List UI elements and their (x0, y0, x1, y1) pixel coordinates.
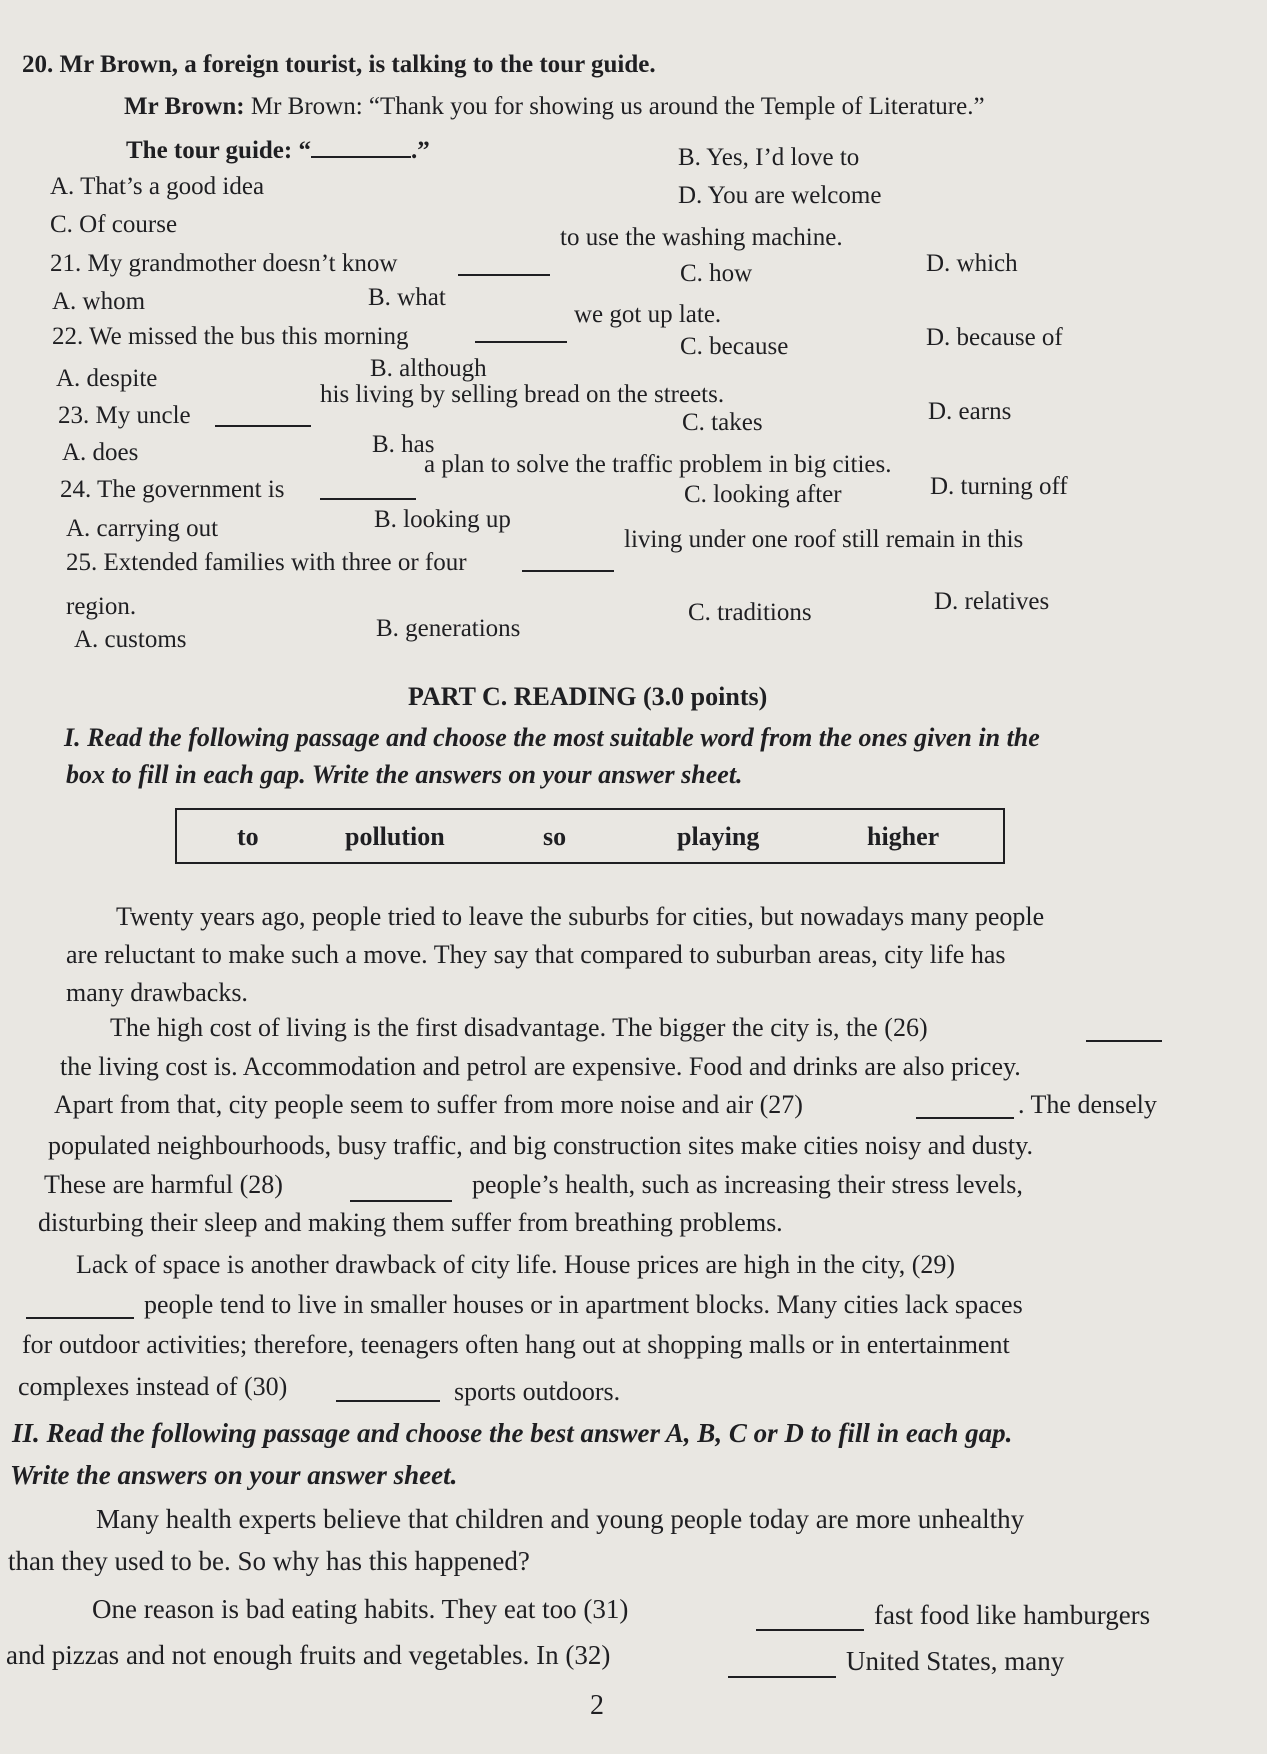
q22-gap (475, 319, 567, 343)
part-c-instruction-1: I. Read the following passage and choose the most suitable word from the ones given in the (64, 723, 1040, 752)
passage2-line-3-start: Apart from that, city people seem to suffer from more noise and air (27) (54, 1090, 803, 1119)
q21-stem-end: to use the washing machine. (560, 224, 843, 251)
q20-option-a: A. That’s a good idea (50, 173, 265, 200)
passage5-line-2-start: and pizzas and not enough fruits and vegetables. In (32) (6, 1640, 611, 1670)
passage5-line-1-start: One reason is bad eating habits. They eat too (31) (92, 1594, 629, 1624)
box-word-higher: higher (867, 822, 940, 851)
q23-option-b: B. has (372, 431, 435, 458)
box-word-playing: playing (677, 822, 760, 851)
q23-option-a: A. does (62, 439, 139, 466)
q25-option-d: D. relatives (934, 588, 1050, 615)
q23-option-d: D. earns (928, 398, 1012, 425)
gap-32 (728, 1654, 836, 1678)
q20-close-quote: .” (410, 137, 430, 164)
q24-option-c: C. looking after (684, 481, 842, 508)
q25-stem-end: living under one roof still remain in this (624, 526, 1024, 553)
passage5-line-1-end: fast food like hamburgers (874, 1600, 1151, 1630)
q23-gap (215, 403, 311, 427)
passage2-line-5-start: These are harmful (28) (44, 1170, 283, 1199)
q24-option-d: D. turning off (930, 473, 1068, 500)
q21-option-b: B. what (368, 284, 446, 311)
q24-stem-end: a plan to solve the traffic problem in big cities. (424, 451, 892, 478)
q25-option-a: A. customs (74, 626, 187, 653)
q21-stem-start: 21. My grandmother doesn’t know (50, 250, 398, 277)
gap-29 (26, 1295, 134, 1319)
page-number: 2 (590, 1690, 604, 1721)
q24-gap (320, 476, 416, 500)
gap-26 (1086, 1018, 1162, 1042)
part-c-instruction-2-cont: Write the answers on your answer sheet. (10, 1460, 458, 1490)
q20-stem: 20. Mr Brown, a foreign tourist, is talking to the tour guide. (22, 51, 656, 78)
part-c-heading: PART C. READING (3.0 points) (408, 682, 768, 711)
q21-gap (458, 252, 550, 276)
box-word-so: so (543, 822, 567, 851)
q24-option-b: B. looking up (374, 506, 511, 533)
q24-option-a: A. carrying out (66, 515, 219, 542)
part-c-instruction-1-cont: box to fill in each gap. Write the answers on your answer sheet. (66, 760, 743, 789)
q22-option-a: A. despite (56, 365, 158, 392)
q25-gap (522, 548, 614, 572)
gap-30 (336, 1378, 440, 1402)
passage4-line-2: than they used to be. So why has this happened? (8, 1546, 530, 1576)
word-box (175, 808, 1005, 864)
passage2-line-5-end: people’s health, such as increasing their stress levels, (472, 1170, 1023, 1199)
passage4-line-1: Many health experts believe that children and young people today are more unhealthy (96, 1504, 1025, 1534)
q23-stem-end: his living by selling bread on the streets. (320, 381, 725, 408)
q22-option-b: B. although (370, 355, 487, 382)
passage2-line-2: the living cost is. Accommodation and petrol are expensive. Food and drinks are also pricey. (60, 1052, 1021, 1081)
q20-speaker: The tour guide: “ (126, 137, 311, 164)
q23-stem-start: 23. My uncle (58, 402, 191, 429)
passage5-line-2-end: United States, many (846, 1646, 1065, 1676)
q20-tour-guide-line (126, 134, 430, 166)
q20-option-d: D. You are welcome (678, 182, 882, 209)
q22-option-c: C. because (680, 333, 789, 360)
passage2-line-6: disturbing their sleep and making them suffer from breathing problems. (38, 1208, 783, 1237)
q25-option-b: B. generations (376, 615, 521, 642)
gap-27 (916, 1095, 1014, 1119)
q20-option-b: B. Yes, I’d love to (678, 144, 860, 171)
gap-31 (756, 1607, 864, 1631)
q24-stem-start: 24. The government is (60, 476, 285, 503)
passage1-line-1: Twenty years ago, people tried to leave the suburbs for cities, but nowadays many people (116, 902, 1045, 931)
passage1-line-2: are reluctant to make such a move. They say that compared to suburban areas, city life has (66, 940, 1006, 969)
part-c-instruction-2: II. Read the following passage and choose the best answer A, B, C or D to fill in each gap. (12, 1418, 1013, 1448)
q20-dialogue-line: Mr Brown: Mr Brown: “Thank you for showing us around the Temple of Literature.” (124, 93, 985, 120)
passage2-line-1: The high cost of living is the first disadvantage. The bigger the city is, the (26) (110, 1013, 928, 1042)
q22-stem-end: we got up late. (574, 301, 722, 328)
passage3-line-4-end: sports outdoors. (454, 1377, 621, 1406)
q25-option-c: C. traditions (688, 599, 812, 626)
passage1-line-3: many drawbacks. (66, 978, 248, 1007)
passage3-line-2: people tend to live in smaller houses or in apartment blocks. Many cities lack spaces (144, 1290, 1023, 1319)
q20-option-c: C. Of course (50, 211, 178, 238)
q23-option-c: C. takes (682, 409, 763, 436)
passage2-line-3-end: . The densely (1018, 1090, 1157, 1119)
passage3-line-4-start: complexes instead of (30) (18, 1372, 288, 1401)
passage2-line-4: populated neighbourhoods, busy traffic, and big construction sites make cities noisy and dusty. (48, 1131, 1033, 1160)
q22-stem-start: 22. We missed the bus this morning (52, 323, 409, 350)
box-word-to: to (237, 822, 259, 851)
q25-stem-start: 25. Extended families with three or four (66, 549, 467, 576)
box-word-pollution: pollution (345, 822, 445, 851)
passage3-line-1: Lack of space is another drawback of city life. House prices are high in the city, (29) (76, 1250, 956, 1279)
q21-option-c: C. how (680, 260, 753, 287)
q25-stem-cont: region. (66, 593, 137, 620)
q22-option-d: D. because of (926, 324, 1063, 351)
q21-option-a: A. whom (52, 288, 146, 315)
q21-option-d: D. which (926, 250, 1018, 277)
gap-28 (350, 1178, 452, 1202)
passage3-line-3: for outdoor activities; therefore, teenagers often hang out at shopping malls or in entertainment (22, 1330, 1010, 1359)
q20-dialogue-text: Mr Brown: “Thank you for showing us around the Temple of Literature.” (250, 93, 985, 120)
q20-gap (311, 134, 411, 158)
